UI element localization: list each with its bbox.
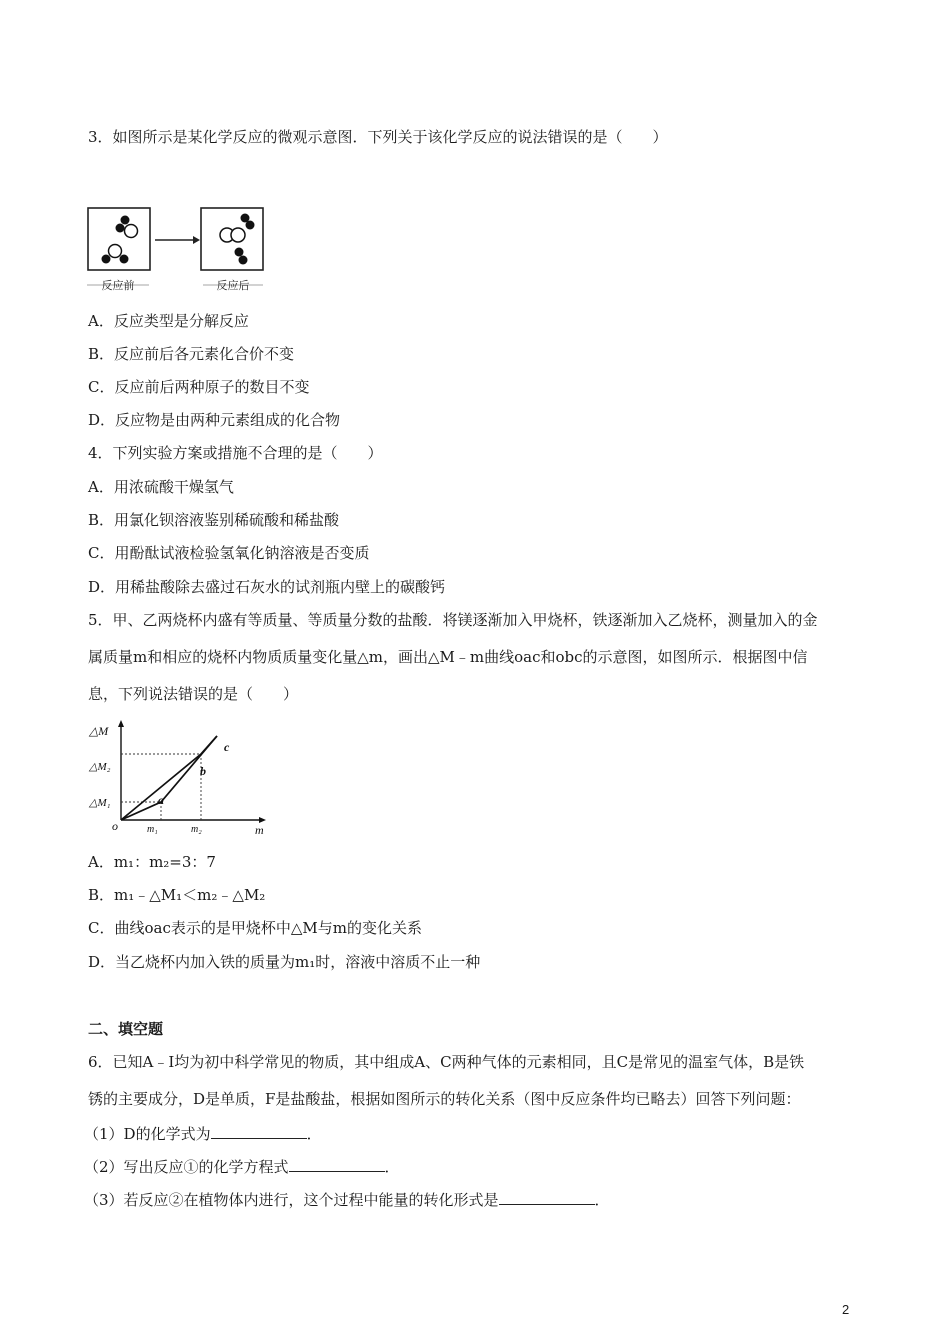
q3-option-c: C．反应前后两种原子的数目不变 [88, 378, 310, 396]
before-box [88, 208, 150, 270]
q6-sub1: （1）D的化学式为 ． [84, 1125, 322, 1143]
q3-option-a: A．反应类型是分解反应 [88, 312, 249, 330]
q6-stem-line-2: 锈的主要成分，D是单质，F是盐酸盐，根据如图所示的转化关系（图中反应条件均已略去）回答下列问题： [88, 1090, 801, 1108]
q6-sub1-text: （1）D的化学式为 [84, 1125, 211, 1143]
q4-option-b: B．用氯化钡溶液鉴别稀硫酸和稀盐酸 [88, 511, 340, 529]
q4-stem: 4．下列实验方案或措施不合理的是（ ） [88, 444, 383, 462]
page-number: 2 [842, 1302, 850, 1317]
x-tick-m2: m₂ [191, 824, 202, 835]
y-tick-m2: △M₂ [89, 761, 111, 773]
q4-option-d: D．用稀盐酸除去盛过石灰水的试剂瓶内壁上的碳酸钙 [88, 578, 446, 596]
answer-blank-3[interactable] [499, 1190, 595, 1205]
y-axis-label: △M [89, 724, 109, 738]
q5-option-b: B．m₁﹣△M₁＜m₂﹣△M₂ [88, 886, 266, 904]
q5-stem-line-2: 属质量m和相应的烧杯内物质质量变化量△m，画出△M﹣m曲线oac和obc的示意图，如图所示．根据图中信 [88, 648, 808, 666]
after-label: 反应后 [216, 280, 250, 292]
q6-sub2-text: （2）写出反应①的化学方程式 [84, 1158, 289, 1176]
answer-blank-2[interactable] [289, 1157, 385, 1172]
q5-option-d: D．当乙烧杯内加入铁的质量为m₁时，溶液中溶质不止一种 [88, 953, 481, 971]
q3-reaction-figure [87, 207, 265, 293]
q6-sub2: （2）写出反应①的化学方程式 ． [84, 1158, 400, 1176]
x-tick-m1: m₁ [147, 824, 158, 835]
point-c-label: c [224, 740, 230, 754]
q6-sub3: （3）若反应②在植物体内进行，这个过程中能量的转化形式是 ． [84, 1191, 610, 1209]
y-tick-m1: △M₁ [89, 797, 111, 809]
point-b-label: b [200, 764, 206, 778]
y-axis-arrow [118, 720, 124, 727]
q3-option-b: B．反应前后各元素化合价不变 [88, 345, 295, 363]
q3-option-d: D．反应物是由两种元素组成的化合物 [88, 411, 341, 429]
q5-option-c: C．曲线oac表示的是甲烧杯中△M与m的变化关系 [88, 919, 422, 937]
q5-chart [87, 718, 272, 840]
q5-stem-line-1: 5．甲、乙两烧杯内盛有等质量、等质量分数的盐酸．将镁逐渐加入甲烧杯，铁逐渐加入乙烧杯，测量加入的金 [88, 611, 818, 629]
origin-label: o [112, 819, 118, 833]
x-axis-label: m [255, 823, 264, 837]
section-title: 二、填空题 [88, 1020, 164, 1038]
q4-option-c: C．用酚酞试液检验氢氧化钠溶液是否变质 [88, 544, 370, 562]
q6-stem-line-1: 6．已知A﹣I均为初中科学常见的物质，其中组成A、C两种气体的元素相同，且C是常见的温室气体，B是铁 [88, 1053, 805, 1071]
answer-blank-1[interactable] [211, 1124, 307, 1139]
q3-stem: 3．如图所示是某化学反应的微观示意图．下列关于该化学反应的说法错误的是（ ） [88, 128, 668, 146]
before-label: 反应前 [101, 280, 135, 292]
series-obc [121, 736, 217, 820]
q5-option-a: A．m₁：m₂=3：7 [88, 853, 216, 871]
point-a-label: a [158, 793, 164, 807]
q4-option-a: A．用浓硫酸干燥氢气 [88, 478, 234, 496]
q5-stem-line-3: 息，下列说法错误的是（ ） [88, 685, 299, 703]
q6-sub3-text: （3）若反应②在植物体内进行，这个过程中能量的转化形式是 [84, 1191, 499, 1209]
